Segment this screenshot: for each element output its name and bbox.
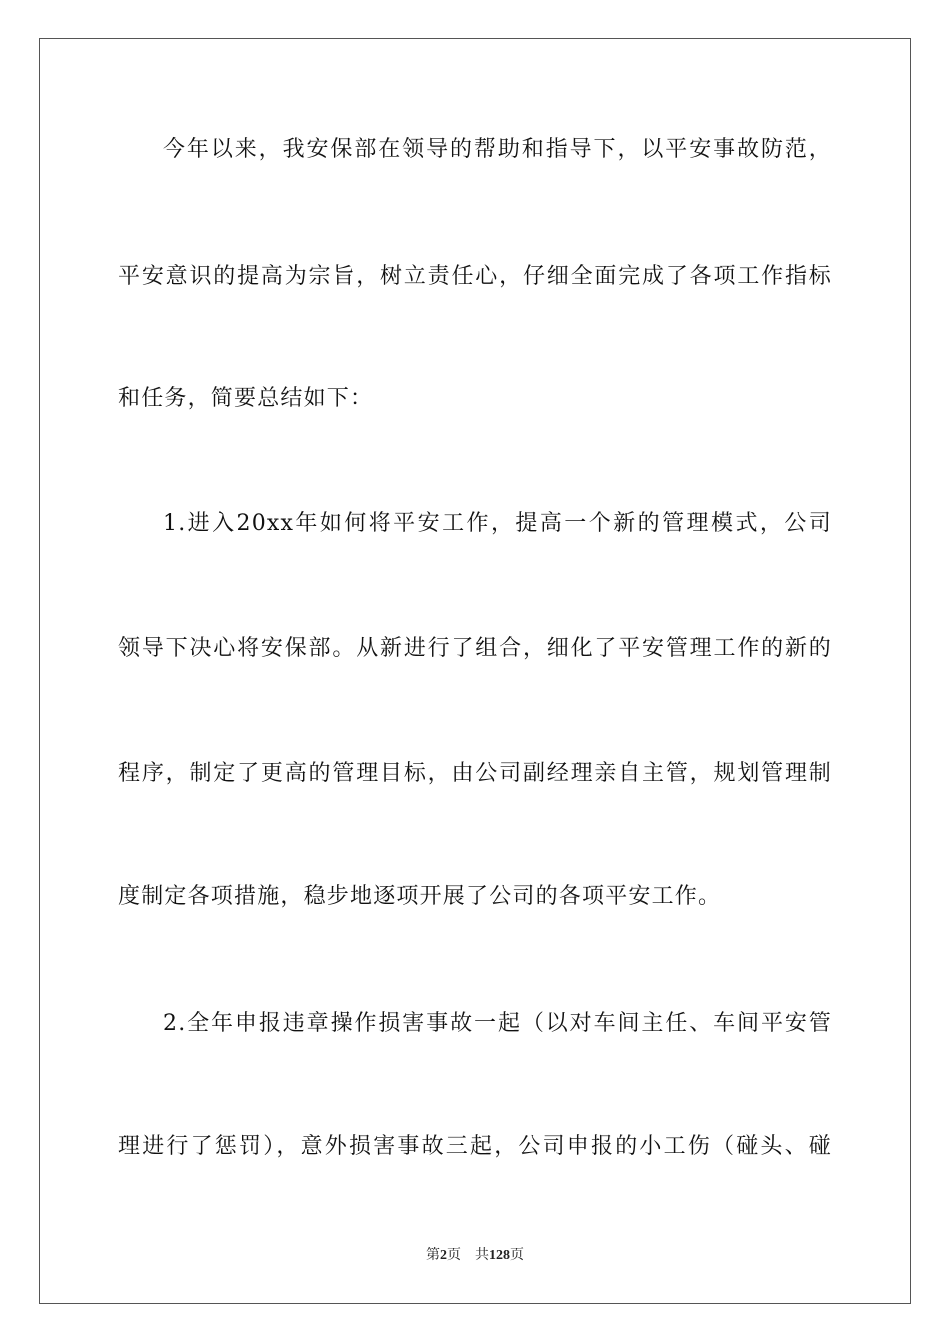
footer-page-prefix: 第: [426, 1248, 440, 1263]
footer-page-number: 2: [440, 1248, 447, 1263]
footer-total-prefix: 共: [475, 1248, 489, 1263]
text-line: 度制定各项措施，稳步地逐项开展了公司的各项平安工作。: [118, 884, 722, 909]
footer-total-pages: 128: [489, 1248, 510, 1263]
page-border: [39, 38, 911, 1304]
text-line: 程序，制定了更高的管理目标，由公司副经理亲自主管，规划管理制: [118, 761, 832, 786]
text-line: 领导下决心将安保部。从新进行了组合，细化了平安管理工作的新的: [118, 636, 832, 661]
text-line: 和任务，简要总结如下：: [118, 386, 374, 411]
text-line: 今年以来，我安保部在领导的帮助和指导下，以平安事故防范，: [163, 137, 832, 162]
footer-page-suffix: 页: [447, 1248, 461, 1263]
footer-total-suffix: 页: [510, 1248, 524, 1263]
text-line: 1.进入20xx年如何将平安工作，提高一个新的管理模式，公司: [163, 511, 832, 536]
page-footer: [0, 1246, 950, 1266]
text-line: 理进行了惩罚），意外损害事故三起，公司申报的小工伤（碰头、碰: [118, 1134, 832, 1159]
text-line: 2.全年申报违章操作损害事故一起（以对车间主任、车间平安管: [163, 1011, 832, 1036]
text-line: 平安意识的提高为宗旨，树立责任心，仔细全面完成了各项工作指标: [118, 264, 832, 289]
